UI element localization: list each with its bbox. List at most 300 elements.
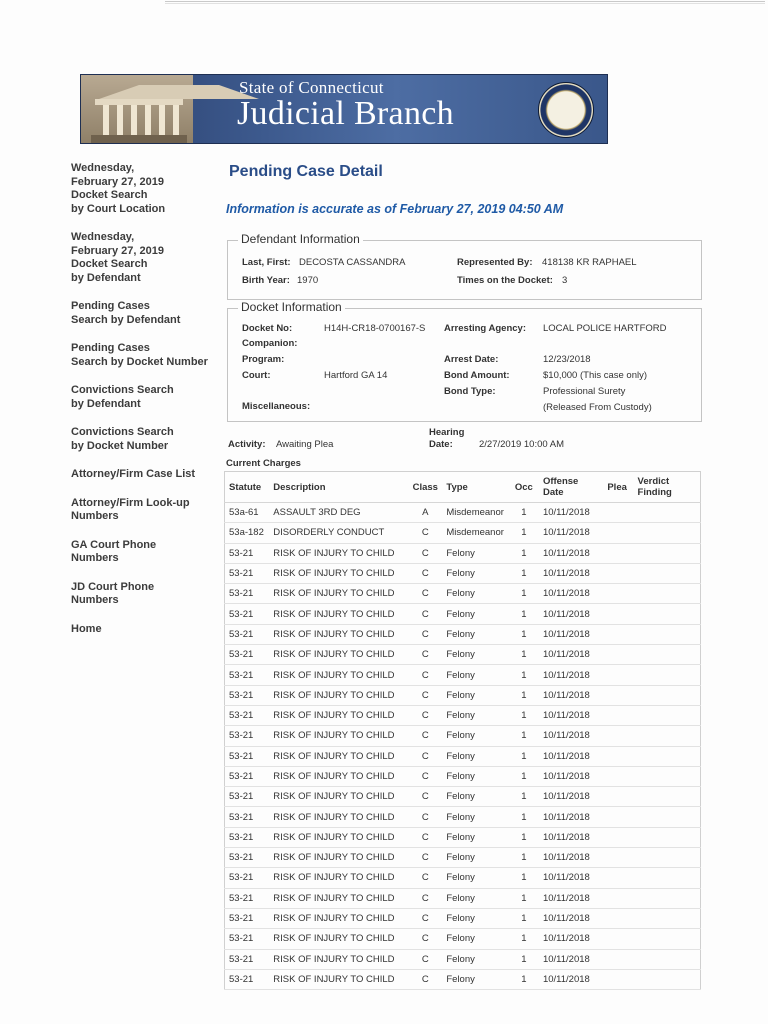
cell-verdict	[634, 746, 701, 766]
cell-statute: 53-21	[225, 807, 270, 827]
cell-occ: 1	[509, 645, 539, 665]
cell-class: C	[408, 827, 442, 847]
nav-pending-by-docket-number[interactable]	[71, 342, 221, 369]
cell-type: Felony	[442, 908, 508, 928]
table-row	[225, 685, 701, 705]
cell-verdict	[634, 888, 701, 908]
nav-docket-by-defendant[interactable]	[71, 231, 221, 285]
represented-by-value: 418138 KR RAPHAEL	[542, 257, 637, 268]
cell-class: C	[408, 726, 442, 746]
cell-verdict	[634, 787, 701, 807]
cell-offense-date: 10/11/2018	[539, 746, 603, 766]
cell-type: Felony	[442, 685, 508, 705]
table-row	[225, 705, 701, 725]
charges-header-row	[225, 472, 701, 503]
cell-statute: 53-21	[225, 787, 270, 807]
col-offense-date	[539, 472, 603, 503]
nav-docket-by-court-location[interactable]	[71, 162, 221, 216]
cell-description: RISK OF INJURY TO CHILD	[269, 645, 408, 665]
miscellaneous-label: Miscellaneous:	[242, 401, 311, 412]
cell-verdict	[634, 807, 701, 827]
companion-label: Companion:	[242, 338, 298, 349]
cell-verdict	[634, 624, 701, 644]
cell-verdict	[634, 543, 701, 563]
docket-info-legend: Docket Information	[238, 300, 345, 314]
cell-offense-date: 10/11/2018	[539, 908, 603, 928]
cell-offense-date: 10/11/2018	[539, 868, 603, 888]
cell-type: Felony	[442, 563, 508, 583]
sidebar-item-label: GA Court Phone	[71, 538, 157, 551]
sidebar-item-label: Docket Search	[71, 258, 148, 270]
banner-state-text: State of Connecticut	[239, 78, 384, 97]
docket-no-value: H14H-CR18-0700167-S	[324, 323, 426, 334]
nav-attorney-firm-case-list[interactable]	[71, 468, 221, 482]
cell-statute: 53-21	[225, 584, 270, 604]
cell-type: Felony	[442, 868, 508, 888]
cell-statute: 53-21	[225, 563, 270, 583]
cell-verdict	[634, 563, 701, 583]
hearing-label: Hearing	[429, 427, 465, 438]
cell-type: Felony	[442, 746, 508, 766]
sidebar-item-label: by Defendant	[71, 397, 141, 410]
bond-amount-label: Bond Amount:	[444, 370, 510, 381]
activity-label: Activity:	[228, 439, 266, 450]
cell-class: C	[408, 563, 442, 583]
cell-class: C	[408, 848, 442, 868]
page-title: Pending Case Detail	[229, 163, 383, 180]
cell-occ: 1	[509, 685, 539, 705]
cell-verdict	[634, 523, 701, 543]
cell-description: RISK OF INJURY TO CHILD	[269, 929, 408, 949]
cell-statute: 53-21	[225, 908, 270, 928]
table-row	[225, 523, 701, 543]
table-row	[225, 543, 701, 563]
sidebar-item-label: by Court Location	[71, 202, 166, 215]
cell-description: RISK OF INJURY TO CHILD	[269, 787, 408, 807]
cell-type: Felony	[442, 969, 508, 989]
cell-description: RISK OF INJURY TO CHILD	[269, 827, 408, 847]
cell-type: Felony	[442, 888, 508, 908]
cell-description: RISK OF INJURY TO CHILD	[269, 908, 408, 928]
name-label: Last, First:	[242, 257, 291, 268]
cell-plea	[603, 584, 633, 604]
sidebar-item-label: Attorney/Firm Case List	[71, 468, 196, 480]
table-row	[225, 584, 701, 604]
cell-plea	[603, 563, 633, 583]
table-row	[225, 888, 701, 908]
defendant-info-panel	[227, 232, 702, 300]
arrest-date-label: Arrest Date:	[444, 354, 499, 365]
cell-occ: 1	[509, 949, 539, 969]
table-row	[225, 604, 701, 624]
cell-occ: 1	[509, 787, 539, 807]
cell-offense-date: 10/11/2018	[539, 929, 603, 949]
table-row	[225, 807, 701, 827]
cell-statute: 53-21	[225, 827, 270, 847]
cell-plea	[603, 705, 633, 725]
cell-offense-date: 10/11/2018	[539, 726, 603, 746]
cell-class: A	[408, 503, 442, 523]
cell-class: C	[408, 807, 442, 827]
sidebar-item-label: Convictions Search	[71, 384, 174, 396]
cell-statute: 53-21	[225, 949, 270, 969]
cell-occ: 1	[509, 624, 539, 644]
col-class: Class	[408, 472, 442, 503]
cell-offense-date: 10/11/2018	[539, 766, 603, 786]
cell-plea	[603, 685, 633, 705]
cell-type: Felony	[442, 584, 508, 604]
cell-type: Felony	[442, 726, 508, 746]
sidebar-item-label: Numbers	[71, 594, 119, 606]
cell-occ: 1	[509, 604, 539, 624]
cell-description: RISK OF INJURY TO CHILD	[269, 665, 408, 685]
cell-verdict	[634, 503, 701, 523]
cell-verdict	[634, 665, 701, 685]
times-on-docket-value: 3	[562, 275, 568, 286]
col-offense-date-line2: Date	[542, 487, 564, 498]
table-row	[225, 908, 701, 928]
cell-offense-date: 10/11/2018	[539, 705, 603, 725]
bond-type-value: Professional Surety	[543, 386, 626, 397]
cell-description: RISK OF INJURY TO CHILD	[269, 888, 408, 908]
cell-type: Felony	[442, 848, 508, 868]
cell-offense-date: 10/11/2018	[539, 665, 603, 685]
cell-type: Misdemeanor	[442, 503, 508, 523]
bond-type-label: Bond Type:	[444, 386, 496, 397]
cell-occ: 1	[509, 827, 539, 847]
cell-verdict	[634, 908, 701, 928]
table-row	[225, 868, 701, 888]
table-row	[225, 848, 701, 868]
table-row	[225, 726, 701, 746]
cell-offense-date: 10/11/2018	[539, 523, 603, 543]
col-verdict-finding	[634, 472, 701, 503]
cell-type: Felony	[442, 787, 508, 807]
nav-attorney-firm-lookup[interactable]	[71, 497, 221, 524]
cell-description: RISK OF INJURY TO CHILD	[269, 807, 408, 827]
cell-type: Felony	[442, 624, 508, 644]
cell-class: C	[408, 624, 442, 644]
cell-occ: 1	[509, 584, 539, 604]
sidebar-item-label: Wednesday,	[71, 162, 135, 174]
cell-statute: 53a-182	[225, 523, 270, 543]
cell-description: ASSAULT 3RD DEG	[269, 503, 408, 523]
cell-type: Felony	[442, 645, 508, 665]
cell-verdict	[634, 584, 701, 604]
times-on-docket-label: Times on the Docket:	[457, 275, 553, 286]
sidebar-item-label: Wednesday,	[71, 231, 135, 243]
judicial-branch-banner[interactable]	[80, 74, 608, 144]
docket-no-label: Docket No:	[242, 323, 293, 334]
cell-offense-date: 10/11/2018	[539, 563, 603, 583]
cell-type: Felony	[442, 604, 508, 624]
cell-statute: 53-21	[225, 645, 270, 665]
cell-plea	[603, 624, 633, 644]
cell-class: C	[408, 523, 442, 543]
banner-title: Judicial Branch	[237, 95, 454, 132]
cell-verdict	[634, 827, 701, 847]
nav-convictions-by-docket-number[interactable]	[71, 426, 221, 453]
cell-statute: 53-21	[225, 685, 270, 705]
cell-verdict	[634, 645, 701, 665]
cell-type: Misdemeanor	[442, 523, 508, 543]
cell-offense-date: 10/11/2018	[539, 645, 603, 665]
hearing-date-value: 2/27/2019 10:00 AM	[479, 439, 565, 450]
cell-plea	[603, 969, 633, 989]
cell-plea	[603, 604, 633, 624]
sidebar-item-label: Docket Search	[71, 189, 148, 201]
cell-description: DISORDERLY CONDUCT	[269, 523, 408, 543]
cell-class: C	[408, 604, 442, 624]
sidebar-item-label: February 27, 2019	[71, 175, 164, 188]
cell-offense-date: 10/11/2018	[539, 827, 603, 847]
top-rule	[165, 1, 765, 2]
cell-plea	[603, 503, 633, 523]
sidebar-item-label: by Docket Number	[71, 439, 169, 452]
cell-verdict	[634, 949, 701, 969]
cell-occ: 1	[509, 665, 539, 685]
cell-description: RISK OF INJURY TO CHILD	[269, 604, 408, 624]
table-row	[225, 665, 701, 685]
bond-type-status: (Released From Custody)	[543, 402, 652, 413]
col-type: Type	[442, 472, 508, 503]
arresting-agency-value: LOCAL POLICE HARTFORD	[543, 323, 667, 334]
table-row	[225, 563, 701, 583]
cell-occ: 1	[509, 929, 539, 949]
cell-plea	[603, 868, 633, 888]
cell-occ: 1	[509, 726, 539, 746]
table-row	[225, 929, 701, 949]
docket-info-panel	[227, 300, 702, 422]
arresting-agency-label: Arresting Agency:	[444, 323, 526, 334]
cell-plea	[603, 888, 633, 908]
cell-occ: 1	[509, 888, 539, 908]
cell-class: C	[408, 746, 442, 766]
cell-offense-date: 10/11/2018	[539, 949, 603, 969]
cell-verdict	[634, 705, 701, 725]
cell-description: RISK OF INJURY TO CHILD	[269, 746, 408, 766]
cell-class: C	[408, 584, 442, 604]
col-description: Description	[269, 472, 408, 503]
cell-statute: 53-21	[225, 726, 270, 746]
cell-statute: 53-21	[225, 624, 270, 644]
cell-description: RISK OF INJURY TO CHILD	[269, 543, 408, 563]
cell-class: C	[408, 543, 442, 563]
courthouse-building-image	[81, 75, 193, 143]
cell-plea	[603, 929, 633, 949]
cell-occ: 1	[509, 766, 539, 786]
cell-offense-date: 10/11/2018	[539, 685, 603, 705]
sidebar-nav	[71, 162, 221, 651]
cell-plea	[603, 787, 633, 807]
program-label: Program:	[242, 354, 285, 365]
nav-pending-by-defendant[interactable]	[71, 300, 221, 327]
cell-description: RISK OF INJURY TO CHILD	[269, 848, 408, 868]
cell-plea	[603, 827, 633, 847]
cell-statute: 53-21	[225, 746, 270, 766]
cell-occ: 1	[509, 868, 539, 888]
sidebar-item-label: Convictions Search	[71, 426, 174, 438]
defendant-info-legend: Defendant Information	[238, 232, 363, 246]
cell-occ: 1	[509, 705, 539, 725]
cell-description: RISK OF INJURY TO CHILD	[269, 584, 408, 604]
cell-plea	[603, 848, 633, 868]
cell-type: Felony	[442, 949, 508, 969]
top-rule-secondary	[165, 3, 765, 4]
cell-verdict	[634, 685, 701, 705]
cell-occ: 1	[509, 746, 539, 766]
cell-plea	[603, 807, 633, 827]
cell-occ: 1	[509, 503, 539, 523]
table-row	[225, 746, 701, 766]
cell-class: C	[408, 908, 442, 928]
represented-by-label: Represented By:	[457, 257, 533, 268]
nav-home[interactable]	[71, 623, 221, 637]
cell-statute: 53-21	[225, 604, 270, 624]
cell-plea	[603, 665, 633, 685]
cell-description: RISK OF INJURY TO CHILD	[269, 766, 408, 786]
sidebar-item-label: Search by Docket Number	[71, 355, 208, 368]
cell-offense-date: 10/11/2018	[539, 503, 603, 523]
cell-statute: 53a-61	[225, 503, 270, 523]
cell-offense-date: 10/11/2018	[539, 604, 603, 624]
cell-plea	[603, 766, 633, 786]
table-row	[225, 645, 701, 665]
arrest-date-value: 12/23/2018	[543, 354, 591, 365]
sidebar-item-label: Home	[71, 622, 102, 635]
cell-verdict	[634, 929, 701, 949]
cell-statute: 53-21	[225, 543, 270, 563]
col-statute: Statute	[225, 472, 270, 503]
cell-occ: 1	[509, 908, 539, 928]
cell-description: RISK OF INJURY TO CHILD	[269, 705, 408, 725]
nav-convictions-by-defendant[interactable]	[71, 384, 221, 411]
nav-jd-court-phone[interactable]	[71, 581, 221, 608]
current-charges-heading: Current Charges	[226, 458, 301, 469]
table-row	[225, 787, 701, 807]
cell-offense-date: 10/11/2018	[539, 787, 603, 807]
state-seal-icon	[538, 82, 594, 138]
cell-occ: 1	[509, 969, 539, 989]
sidebar-item-label: Pending Cases	[71, 300, 150, 312]
cell-statute: 53-21	[225, 868, 270, 888]
cell-plea	[603, 949, 633, 969]
sidebar-item-label: JD Court Phone	[71, 580, 155, 593]
sidebar-item-label: Attorney/Firm Look-up	[71, 496, 190, 509]
cell-description: RISK OF INJURY TO CHILD	[269, 868, 408, 888]
cell-verdict	[634, 969, 701, 989]
charges-table	[224, 471, 701, 990]
cell-class: C	[408, 929, 442, 949]
cell-description: RISK OF INJURY TO CHILD	[269, 949, 408, 969]
cell-type: Felony	[442, 665, 508, 685]
cell-class: C	[408, 705, 442, 725]
sidebar-item-label: Numbers	[71, 552, 119, 564]
cell-class: C	[408, 949, 442, 969]
cell-type: Felony	[442, 766, 508, 786]
cell-statute: 53-21	[225, 705, 270, 725]
birth-year-label: Birth Year:	[242, 275, 290, 286]
court-label: Court:	[242, 370, 271, 381]
cell-plea	[603, 645, 633, 665]
col-offense-date-line1: Offense	[542, 476, 579, 487]
cell-class: C	[408, 787, 442, 807]
activity-value: Awaiting Plea	[276, 439, 334, 450]
cell-description: RISK OF INJURY TO CHILD	[269, 726, 408, 746]
cell-offense-date: 10/11/2018	[539, 848, 603, 868]
cell-type: Felony	[442, 705, 508, 725]
sidebar-item-label: February 27, 2019	[71, 244, 164, 257]
cell-occ: 1	[509, 807, 539, 827]
cell-class: C	[408, 969, 442, 989]
bond-amount-value: $10,000 (This case only)	[543, 370, 648, 381]
cell-statute: 53-21	[225, 665, 270, 685]
court-value: Hartford GA 14	[324, 370, 388, 381]
cell-type: Felony	[442, 807, 508, 827]
birth-year-value: 1970	[297, 275, 319, 286]
cell-occ: 1	[509, 848, 539, 868]
cell-occ: 1	[509, 523, 539, 543]
cell-type: Felony	[442, 929, 508, 949]
sidebar-item-label: by Defendant	[71, 271, 141, 284]
table-row	[225, 766, 701, 786]
cell-class: C	[408, 665, 442, 685]
cell-verdict	[634, 848, 701, 868]
sidebar-item-label: Numbers	[71, 510, 119, 522]
cell-offense-date: 10/11/2018	[539, 624, 603, 644]
col-plea: Plea	[603, 472, 633, 503]
cell-statute: 53-21	[225, 766, 270, 786]
cell-class: C	[408, 645, 442, 665]
cell-class: C	[408, 766, 442, 786]
hearing-date-label: Date:	[429, 439, 453, 450]
cell-offense-date: 10/11/2018	[539, 969, 603, 989]
cell-class: C	[408, 888, 442, 908]
accuracy-notice: Information is accurate as of February 27, 2019 04:50 AM	[226, 202, 564, 216]
cell-description: RISK OF INJURY TO CHILD	[269, 685, 408, 705]
cell-verdict	[634, 604, 701, 624]
cell-type: Felony	[442, 543, 508, 563]
cell-plea	[603, 726, 633, 746]
cell-occ: 1	[509, 543, 539, 563]
cell-plea	[603, 523, 633, 543]
nav-ga-court-phone[interactable]	[71, 539, 221, 566]
cell-offense-date: 10/11/2018	[539, 888, 603, 908]
cell-verdict	[634, 868, 701, 888]
cell-statute: 53-21	[225, 848, 270, 868]
cell-plea	[603, 746, 633, 766]
table-row	[225, 827, 701, 847]
table-row	[225, 949, 701, 969]
cell-description: RISK OF INJURY TO CHILD	[269, 969, 408, 989]
col-verdict-line1: Verdict	[637, 476, 670, 487]
col-verdict-line2: Finding	[637, 487, 672, 498]
col-occ: Occ	[509, 472, 539, 503]
cell-offense-date: 10/11/2018	[539, 584, 603, 604]
cell-class: C	[408, 868, 442, 888]
name-value: DECOSTA CASSANDRA	[299, 257, 406, 268]
cell-occ: 1	[509, 563, 539, 583]
cell-class: C	[408, 685, 442, 705]
table-row	[225, 503, 701, 523]
cell-statute: 53-21	[225, 969, 270, 989]
table-row	[225, 624, 701, 644]
cell-offense-date: 10/11/2018	[539, 807, 603, 827]
cell-verdict	[634, 726, 701, 746]
table-row	[225, 969, 701, 989]
cell-statute: 53-21	[225, 888, 270, 908]
cell-plea	[603, 543, 633, 563]
